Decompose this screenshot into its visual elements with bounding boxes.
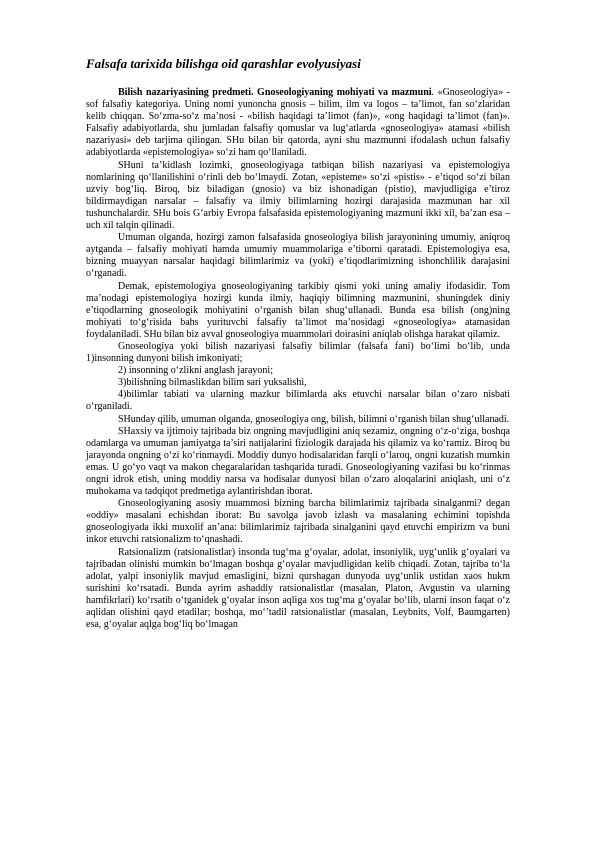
paragraph-1	[86, 87, 510, 160]
paragraph-7: SHaxsiy va ijtimoiy tajribada biz ongning mavjudligini aniq sezamiz, ongning o‘z-o‘ziga, boshqa odamlarga va umuman jamiyatga ta’siri natijalarini fiziologik darajada his qilamiz va ko‘ramiz. Biroq bu jarayonda ongning o‘zi ko‘rinmaydi. Moddiy dunyo hodisalaridan farqli o‘laroq, ongni kuzatish mumkin emas. U go‘yo vaqt va makon chegaralaridan tashqarida turadi. Gnoseologiyaning vazifasi bu ko‘rinmas ongni idrok etish, uning moddiy narsa va hodisalar dunyosi bilan o‘zaro aloqalarini aniqlash, uni o‘z muhokama va tadqiqot predmetiga aylantirishdan iborat.	[86, 425, 510, 498]
document-body	[86, 56, 510, 631]
paragraph-1-lead: Bilish nazariyasining predmeti. Gnoseologiyaning mohiyati va mazmuni	[118, 87, 432, 98]
paragraph-1-text: . «Gnoseologiya» - sof falsafiy kategoriya. Uning nomi yunoncha gnosis – bilim, ilm va logos – ta’limot, fan so‘zlaridan kelib chiqqan. So‘zma-so‘z ma’nosi - «bilish haqidagi ta’limot (fan)», «ong haqidagi ta’limot (fan)». Falsafiy adabiyotlarda, shu jumladan falsafiy qomuslar va lug‘atlarda «gnoseologiya» atamasi «bilish nazariyasi» deb tarjima qilingan. SHu bilan bir qatorda, ayni shu mazmunni ifodalash uchun falsafiy adabiyotlarda «epistemologiya» so‘zi ham qo‘llaniladi.	[86, 87, 510, 159]
paragraph-8: Gnoseologiyaning asosiy muammosi bizning barcha bilimlarimiz tajribada sinalganmi? degan «oddiy» masalani echishdan iborat: Bu savolga javob izlash va masalaning echimini topishda gnoseologiyada ikki muxolif an’ana: bilimlarimiz tajribada sinalganini qayd etuvchi empirizm va buni inkor etuvchi ratsionalizm to‘qnashadi.	[86, 498, 510, 546]
paragraph-2: SHuni ta’kidlash lozimki, gnoseologiyaga tatbiqan bilish nazariyasi va epistemologiya nomlarining qo‘llanilishini o‘rinli deb bo‘lmaydi. Zotan, «episteme» so‘zi «pistis» - e’tiqod so‘zi bilan uzviy bog‘liq. Biroq, biz biladigan (gnosio) va biz ishonadigan (pistio), mavjudligiga e’tiroz bildirmaydigan narsalar – falsafiy va ilmiy bilimlarning hozirgi darajasida mazmunan har xil tushunchalardir. SHu bois G‘arbiy Evropa falsafasida epistemologiyaning mazmuni ikki xil, ba’zan esa – uch xil talqin qilinadi.	[86, 159, 510, 232]
list-item-3: 3)bilishning bilmaslikdan bilim sari yuksalishi,	[118, 377, 307, 389]
list-item-2: 2) insonning o‘zlikni anglash jarayoni;	[118, 365, 273, 377]
paragraph-4: Demak, epistemologiya gnoseologiyaning tarkibiy qismi yoki uning amaliy ifodasidir. Tom ma’nodagi epistemologiya hozirgi kunda ilmiy, haqiqiy bilimning mazmunini, shuningdek diniy e’tiqodlarning gnoseologik mohiyatini o‘rganish bilan shug‘ullanadi. Bunda esa bilish (ong)ning mohiyati to‘g‘risida bahs yurituvchi falsafiy ta’limot ma’nosidagi «gnoseologiya» atamasidan foydalaniladi. SHu bilan biz avval gnoseologiya muammolari doirasini aniqlab olishga harakat qilamiz.	[86, 280, 510, 340]
paragraph-3: Umuman olganda, hozirgi zamon falsafasida gnoseologiya bilish jarayonining umumiy, aniqroq aytganda – falsafiy mohiyati hamda umumiy muammolariga e’tiborni qaratadi. Epistemologiya esa, bizning muayyan narsalar haqidagi bilimlarimiz va (yoki) e’tiqodlarimizning ishonchlilik darajasini o‘rganadi.	[86, 232, 510, 280]
document-title: Falsafa tarixida bilishga oid qarashlar evolyusiyasi	[86, 56, 361, 71]
paragraph-9: Ratsionalizm (ratsionalistlar) insonda tug‘ma g‘oyalar, adolat, insoniylik, uyg‘unlik g‘oyalari va tajribadan olinishi mumkin bo‘lmagan boshqa g‘oyalar mavjudligidan kelib chiqadi. Zotan, tajriba to‘la adolat, yalpi insoniylik mavjud emasligini, bizni qurshagan dunyoda uyg‘unlik ustidan xaos hukm surishini ko‘rsatadi. Bunda ayrim ashaddiy ratsionalistlar (masalan, Platon, Avgustin va ularning hamfikrlari) ko‘rsatib o‘tganidek g‘oyalar inson aqliga xos tug‘ma g‘oyalar bo‘lib, ularni inson faqat o‘z aqlidan olishini qayd etadilar; boshqa, mo‘’tadil ratsionalistlar (masalan, Leybnits, Volf, Baumgarten) esa, g‘oyalar aqlga bog‘liq bo‘lmagan	[86, 546, 510, 631]
list-item-4: 4)bilimlar tabiati va ularning mazkur bilimlarda aks etuvchi narsalar bilan o‘zaro nisbati o‘rganiladi.	[86, 389, 510, 413]
paragraph-5: Gnoseologiya yoki bilish nazariyasi falsafiy bilimlar (falsafa fani) bo‘limi bo‘lib, unda 1)insonning dunyoni bilish imkoniyati;	[86, 340, 510, 365]
paragraph-6: SHunday qilib, umuman olganda, gnoseologiya ong, bilish, bilimni o‘rganish bilan shug‘ullanadi.	[118, 413, 510, 425]
